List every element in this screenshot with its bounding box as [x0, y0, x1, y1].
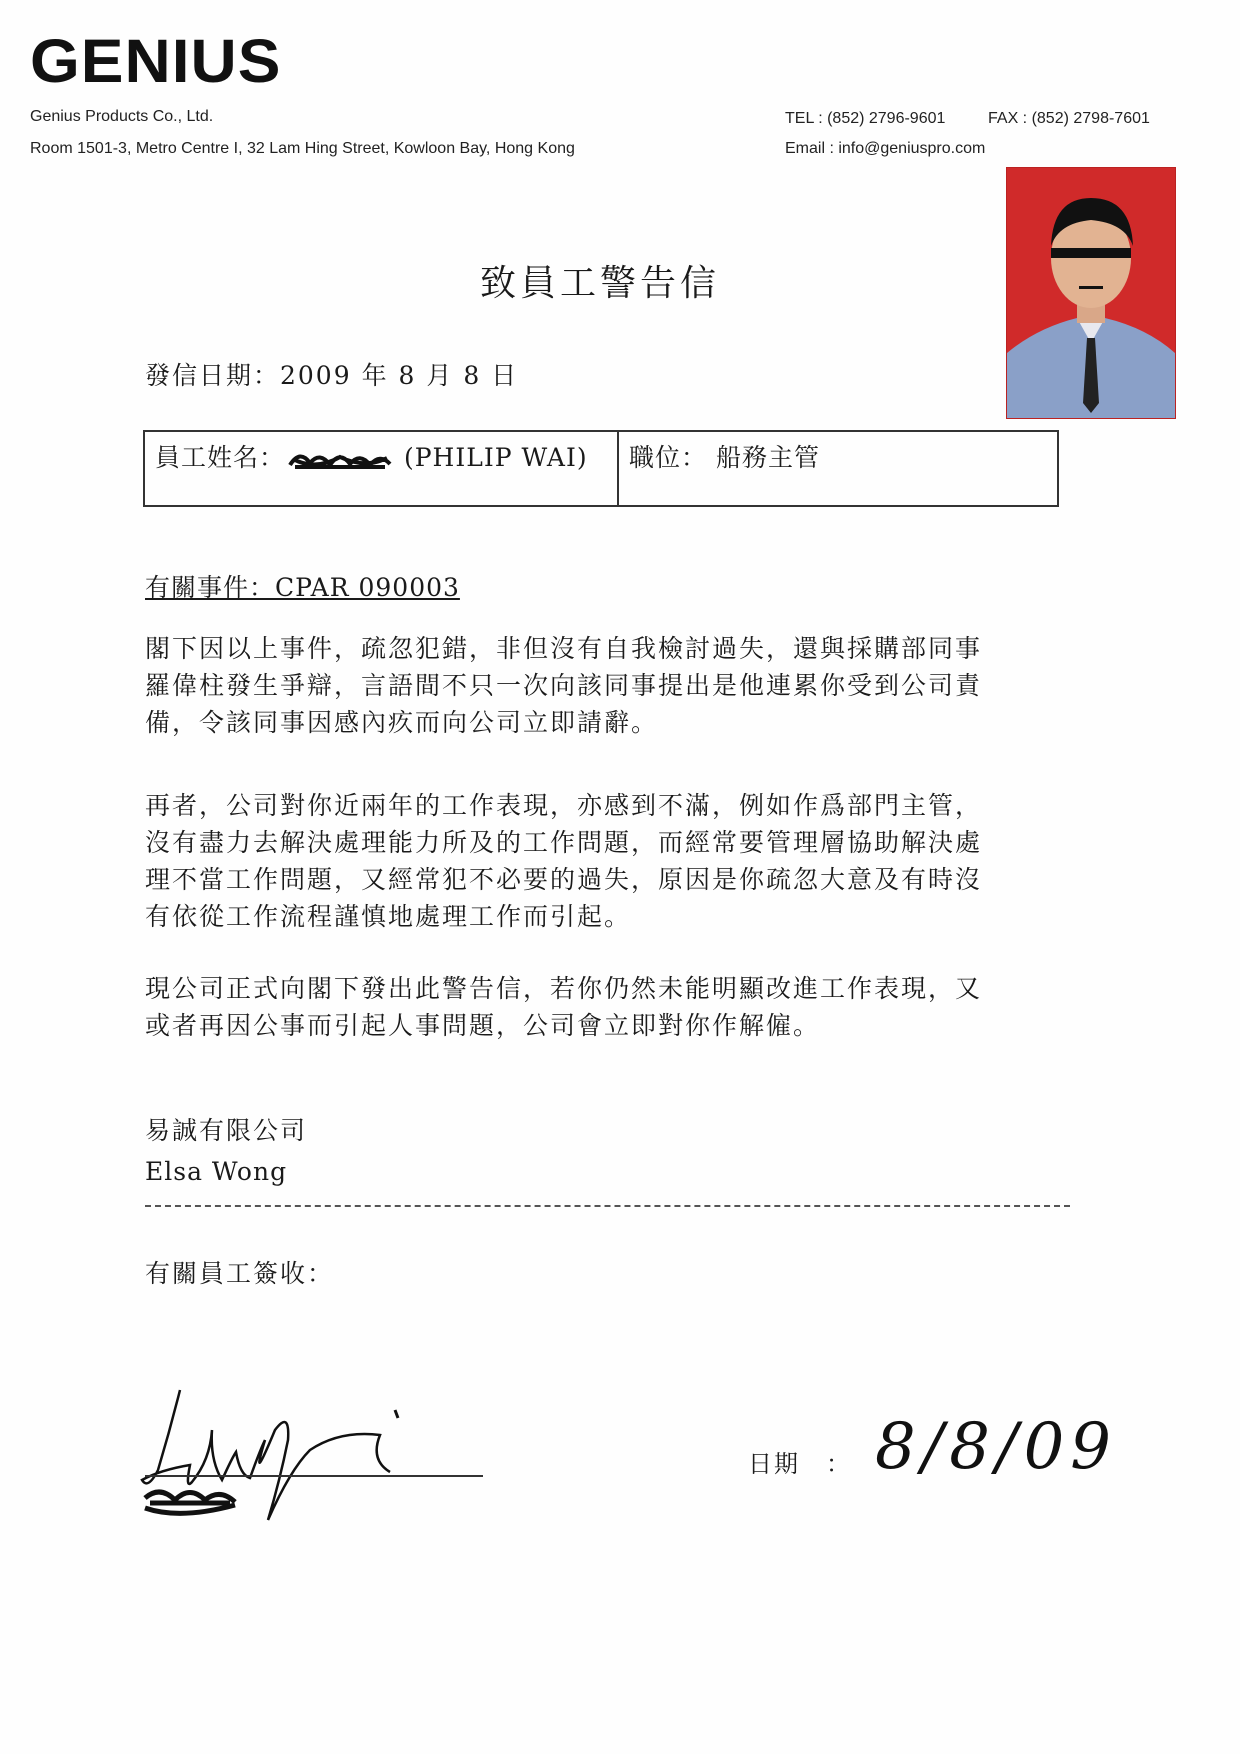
signoff-company: 易誠有限公司: [145, 1116, 308, 1145]
paragraph-line: 理不當工作問題，又經常犯不必要的過失，原因是你疏忽大意及有時沒: [145, 865, 983, 894]
employee-name-cell: [145, 432, 619, 505]
company-address: Room 1501-3, Metro Centre I, 32 Lam Hing Street, Kowloon Bay, Hong Kong: [30, 140, 575, 157]
paragraph-3: [145, 970, 1075, 1044]
employee-name-en: (PHILIP WAI): [403, 443, 588, 472]
paragraph-line: 備，令該同事因感內疚而向公司立即請辭。: [145, 708, 659, 737]
redacted-name-scribble: [285, 447, 395, 473]
paragraph-line: 再者，公司對你近兩年的工作表現，亦感到不滿，例如作爲部門主管，: [145, 791, 983, 820]
company-email: Email : info@geniuspro.com: [785, 140, 986, 157]
date-label: 日期 ：: [748, 1450, 852, 1478]
paragraph-1: [145, 630, 1075, 741]
employee-info-table: [143, 430, 1059, 507]
paragraph-line: 羅偉柱發生爭辯，言語間不只一次向該同事提出是他連累你受到公司責: [145, 671, 983, 700]
paragraph-line: 沒有盡力去解決處理能力所及的工作問題，而經常要管理層協助解決處: [145, 828, 983, 857]
employee-signature: [140, 1370, 440, 1530]
position-value: 船務主管: [715, 443, 820, 472]
incident-reference: 有關事件：CPAR 090003: [145, 573, 460, 602]
company-fax: FAX : (852) 2798-7601: [988, 110, 1150, 127]
employee-name-label: 員工姓名：: [155, 443, 286, 472]
signoff-signer: Elsa Wong: [145, 1157, 288, 1186]
paragraph-2: [145, 787, 1075, 935]
issue-date: 發信日期：2009 年 8 月 8 日: [145, 361, 519, 390]
company-name: Genius Products Co., Ltd.: [30, 108, 214, 125]
position-cell: [619, 432, 830, 505]
handwritten-date: 8/8/09: [875, 1410, 1117, 1484]
letter-title: 致員工警告信: [479, 263, 720, 304]
acknowledge-label: 有關員工簽收：: [145, 1259, 335, 1288]
paragraph-line: 有依從工作流程謹慎地處理工作而引起。: [145, 902, 632, 931]
paragraph-line: 現公司正式向閣下發出此警告信，若你仍然未能明顯改進工作表現，又: [145, 974, 983, 1003]
paragraph-line: 閣下因以上事件，疏忽犯錯，非但沒有自我檢討過失，還與採購部同事: [145, 634, 983, 663]
signature-line: [145, 1475, 483, 1477]
paragraph-line: 或者再因公事而引起人事問題，公司會立即對你作解僱。: [145, 1011, 821, 1040]
company-logo: GENIUS: [30, 26, 282, 96]
company-tel: TEL : (852) 2796-9601: [785, 110, 946, 127]
position-label: 職位：: [629, 443, 708, 472]
tear-off-divider: [145, 1205, 1070, 1207]
